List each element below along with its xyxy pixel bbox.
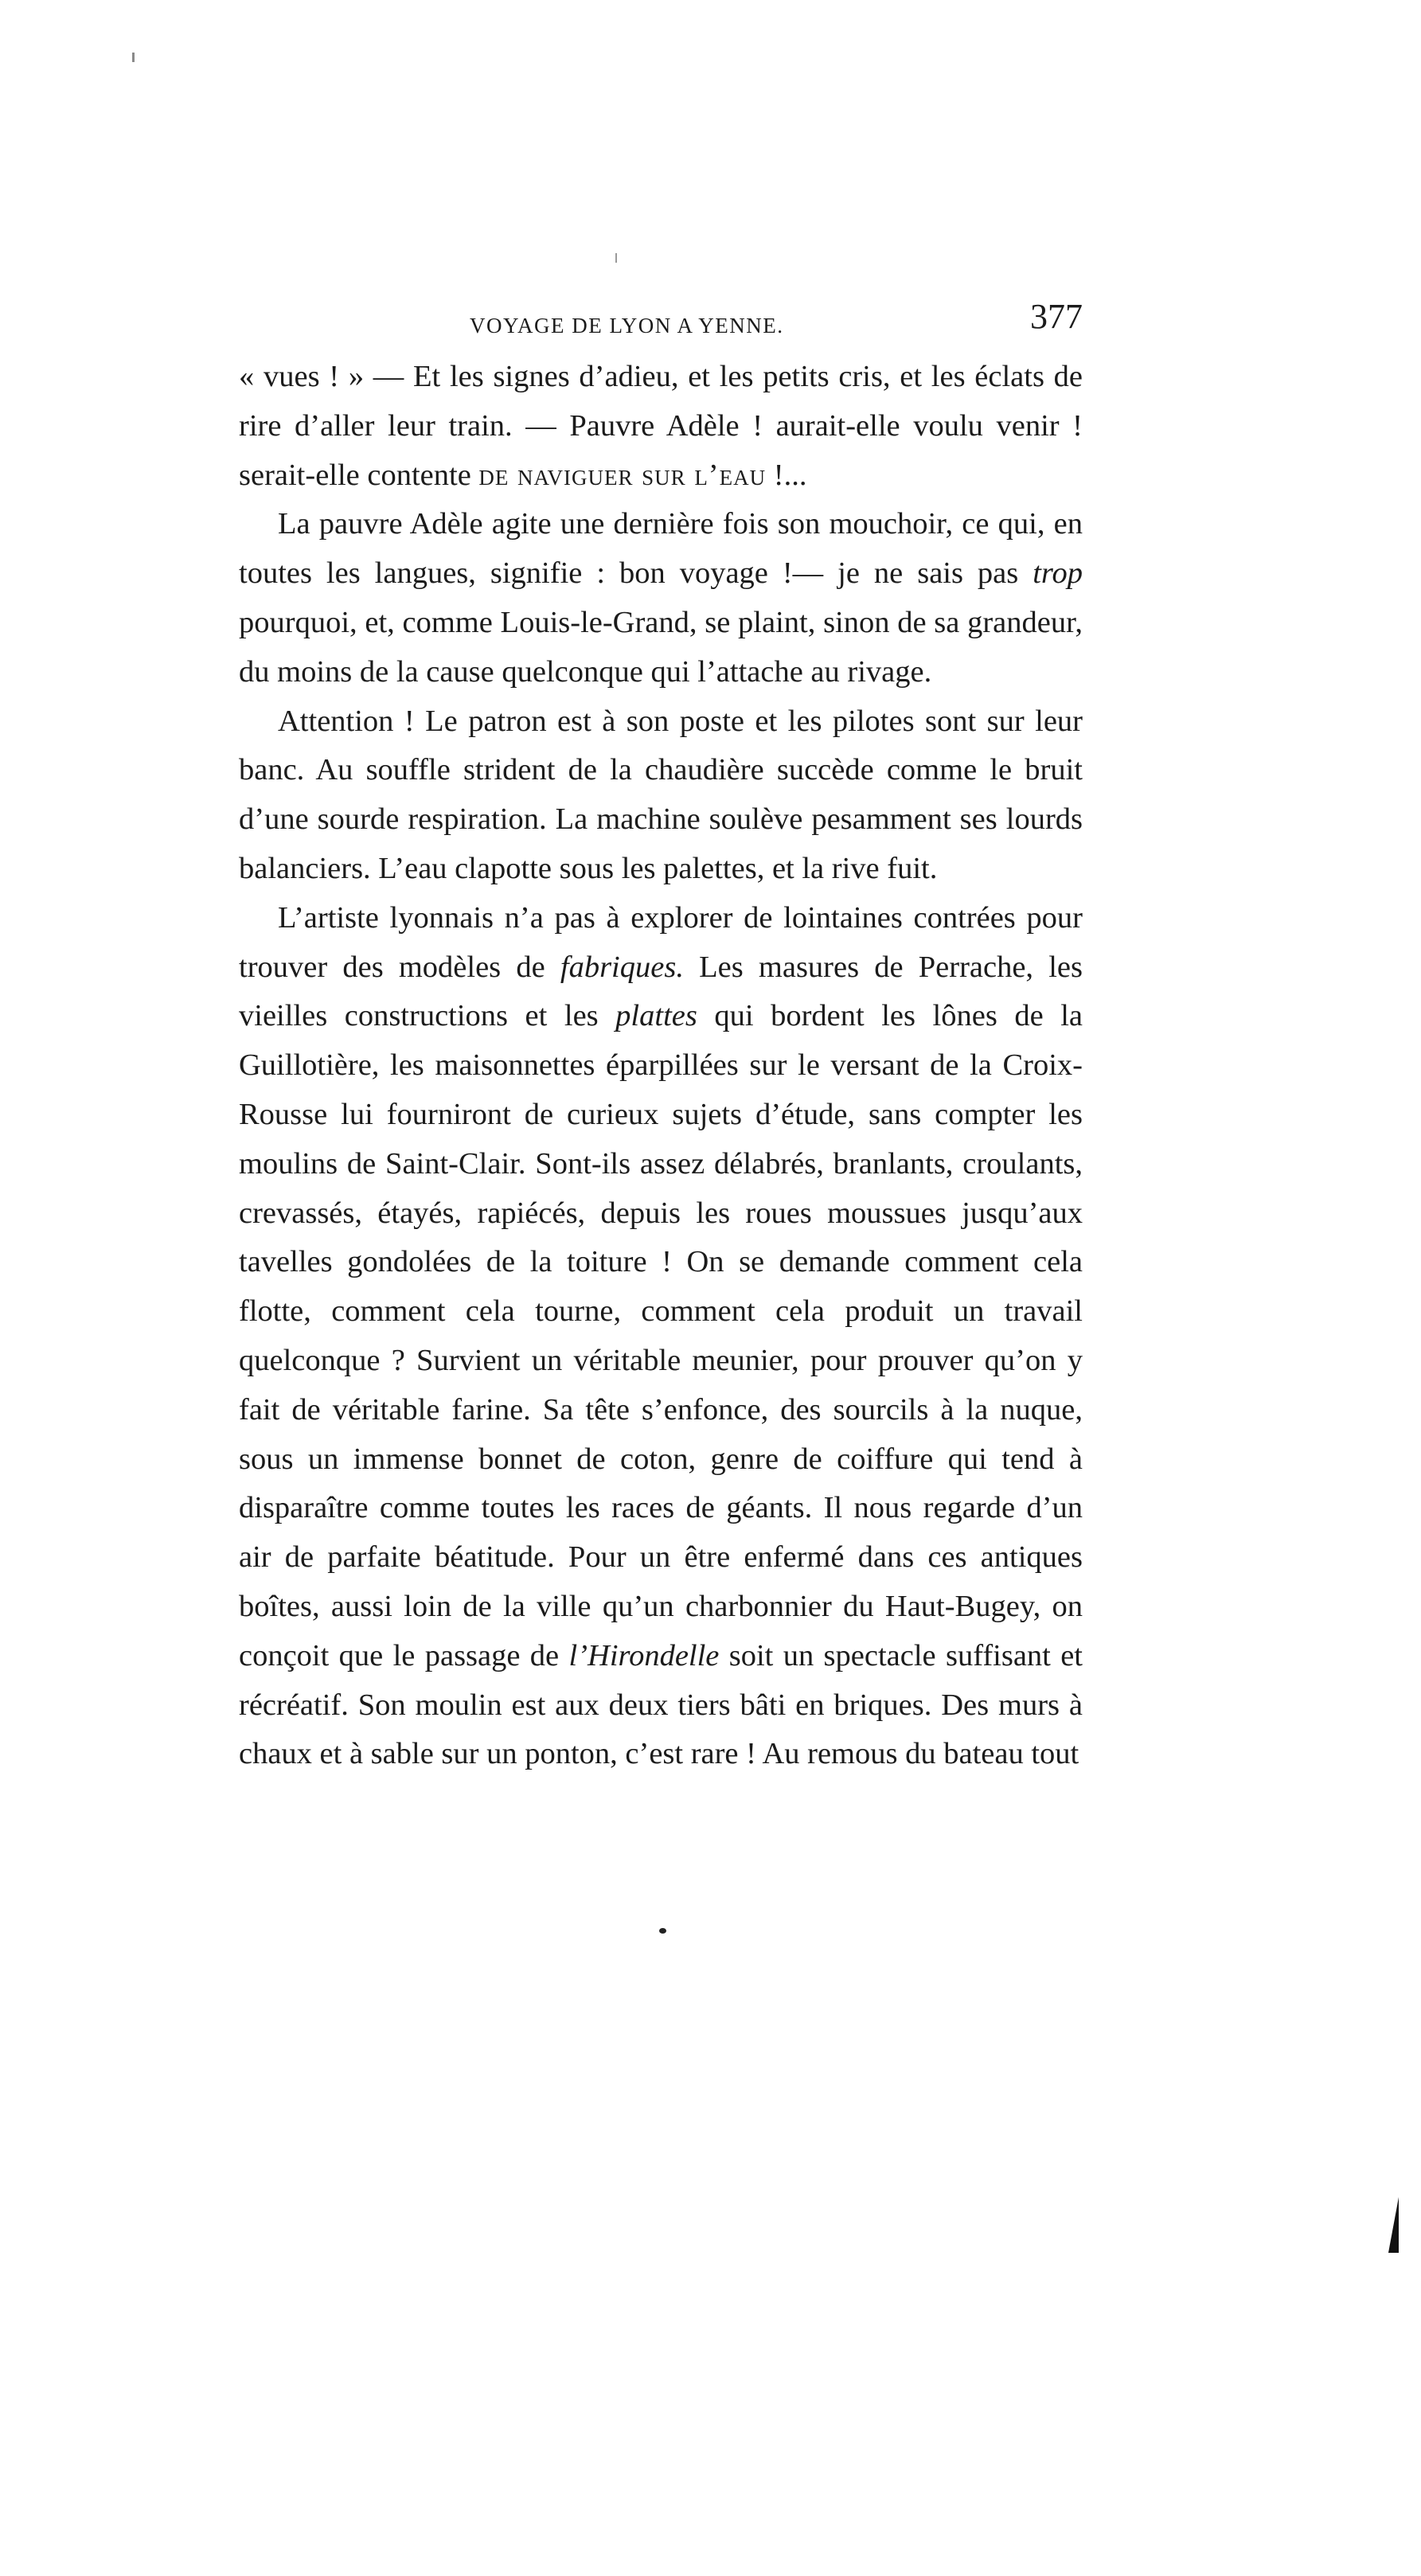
scan-speck <box>615 253 617 263</box>
paragraph <box>239 500 1083 697</box>
paragraph-text: Attention ! Le patron est à son poste et les pilotes sont sur leur banc. Au souffle strident de la chaudière succède comme le bruit d’une sourde respiration. La machine soulève pesamment ses lourds balanciers. L’eau clapotte sous les palettes, et la rive fuit. <box>239 704 1083 885</box>
paragraph <box>239 894 1083 1779</box>
paragraph-text: La pauvre Adèle agite une dernière fois son mouchoir, ce qui, en toutes les langues, signifie : bon voyage !— je ne sais pas <box>239 507 1083 591</box>
page-header <box>239 296 1083 352</box>
paragraph-text: pourquoi, et, comme Louis-le-Grand, se plaint, sinon de sa grandeur, du moins de la cause quelconque qui l’attache au rivage. <box>239 605 1083 689</box>
paragraph-text: !... <box>766 458 807 492</box>
running-head: VOYAGE DE LYON A YENNE. <box>470 314 784 338</box>
body-text <box>239 353 1083 1779</box>
page-edge-mark <box>1388 2197 1399 2253</box>
paragraph-text: « vues ! » — Et les signes d’adieu, et les petits cris, et les éclats de rire d’aller leur train. — Pauvre Adèle ! aurait-elle voulu venir ! serait-elle contente <box>239 360 1083 492</box>
paragraph <box>239 697 1083 894</box>
paragraph <box>239 353 1083 500</box>
page-number: 377 <box>1030 297 1083 336</box>
paragraph-italic: plattes <box>615 999 697 1033</box>
paragraph-smallcaps: de naviguer sur l’eau <box>478 458 767 492</box>
paragraph-italic: l’Hirondelle <box>568 1638 720 1672</box>
paragraph-text: L’artiste lyonnais n’a pas à explorer de lointaines contrées pour trouver des modèles de <box>239 900 1083 984</box>
paragraph-italic: trop <box>1033 556 1083 591</box>
paragraph-text: soit un spectacle suffisant et récréatif. Son moulin est aux deux tiers bâti en briques. Des murs à chaux et à sable sur un ponton, c’est rare ! Au remous du bateau tout <box>239 1638 1083 1771</box>
paragraph-text: Les masures de Perrache, les vieilles constructions et les <box>239 950 1083 1033</box>
scan-speck <box>132 53 135 62</box>
paragraph-italic: fabriques. <box>560 950 684 984</box>
ink-speck <box>659 1928 666 1934</box>
paragraph-text: qui bordent les lônes de la Guillotière, les maisonnettes éparpillées sur le versant de la Croix-Rousse lui fourniront de curieux sujets d’étude, sans compter les moulins de Saint-Clair. Sont-ils assez délabrés, branlants, croulants, crevassés, étayés, rapiécés, depuis les roues moussues jusqu’aux tavelles gondolées de la toiture ! On se demande comment cela flotte, comment cela tourne, comment cela produit un travail quelconque ? Survient un véritable meunier, pour prouver qu’on y fait de véritable farine. Sa tête s’enfonce, des sourcils à la nuque, sous un immense bonnet de coton, genre de coiffure qui tend à disparaître comme toutes les races de géants. Il nous regarde d’un air de parfaite béatitude. Pour un être enfermé dans ces antiques boîtes, aussi loin de la ville qu’un charbonnier du Haut-Bugey, on conçoit que le passage de <box>239 999 1083 1672</box>
